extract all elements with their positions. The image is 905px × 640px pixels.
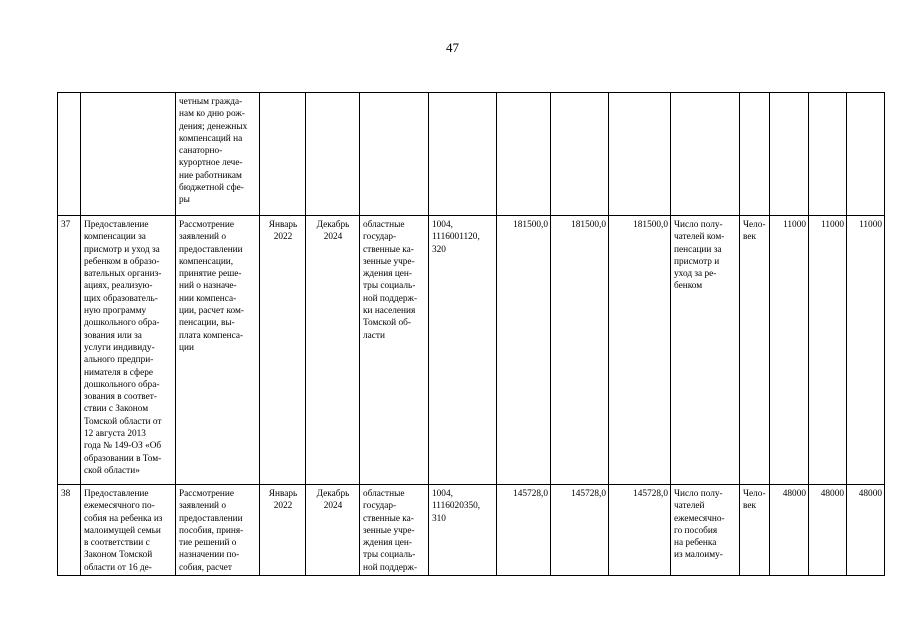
cell-sum-year-2: 145728,0 — [551, 485, 609, 576]
cell-number — [58, 93, 81, 216]
cell-executor — [360, 93, 429, 216]
cell-value-year-2: 11000 — [809, 216, 847, 485]
cell-start-date: Январь 2022 — [260, 485, 306, 576]
cell-executor: областные государ- ственные ка- зенные учре- ждения цен- тры социаль- ной поддерж- ки населения Томской об- ласти — [360, 216, 429, 485]
cell-indicator: Число полу- чателей ежемесячно- го пособия на ребенка из малоиму- — [671, 485, 740, 576]
cell-start-date — [260, 93, 306, 216]
table-row-continuation — [58, 93, 885, 216]
table-row — [58, 216, 885, 485]
cell-indicator: Число полу- чателей ком- пенсации за присмотр и уход за ре- бенком — [671, 216, 740, 485]
cell-value-year-1: 48000 — [770, 485, 809, 576]
cell-unit: Чело- век — [740, 485, 770, 576]
cell-end-date — [306, 93, 360, 216]
program-measures-table — [57, 92, 885, 576]
cell-number: 37 — [58, 216, 81, 485]
cell-sum-year-1: 181500,0 — [497, 216, 551, 485]
page-number: 47 — [446, 40, 459, 55]
cell-sum-year-3 — [609, 93, 671, 216]
cell-value-year-2: 48000 — [809, 485, 847, 576]
cell-end-date: Декабрь 2024 — [306, 216, 360, 485]
cell-sum-year-3: 181500,0 — [609, 216, 671, 485]
cell-budget-code — [429, 93, 497, 216]
cell-measure-content: четным гражда- нам ко дню рож- дения; денежных компенсаций на санаторно- курортное лече- ние работникам бюджетной сфе- ры — [176, 93, 260, 216]
cell-budget-code: 1004, 1116001120, 320 — [429, 216, 497, 485]
cell-value-year-2 — [809, 93, 847, 216]
cell-number: 38 — [58, 485, 81, 576]
cell-budget-code: 1004, 1116020350, 310 — [429, 485, 497, 576]
cell-start-date: Январь 2022 — [260, 216, 306, 485]
cell-unit — [740, 93, 770, 216]
cell-sum-year-1: 145728,0 — [497, 485, 551, 576]
cell-measure-name — [81, 93, 176, 216]
cell-measure-content: Рассмотрение заявлений о предоставлении компенсации, принятие реше- ний о назначе- нии компенса- ции, расчет ком- пенсации, вы- плата компенса- ции — [176, 216, 260, 485]
cell-measure-name: Предоставление ежемесячного по- собия на ребенка из малоимущей семьи в соответствии с Законом Томской области от 16 де- — [81, 485, 176, 576]
cell-indicator — [671, 93, 740, 216]
cell-unit: Чело- век — [740, 216, 770, 485]
cell-measure-content: Рассмотрение заявлений о предоставлении пособия, приня- тие решений о назначении по- собия, расчет — [176, 485, 260, 576]
cell-measure-name: Предоставление компенсации за присмотр и уход за ребенком в образо- вательных организ- ациях, реализую- щих образователь- ную программу дошкольного обра- зования или за услуги индивиду- ального предпри- нимателя в сфере дошкольного обра- зования в соответ- ствии с Законом Томской области от 12 августа 2013 года № 149-ОЗ «Об образовании в Том- ской области» — [81, 216, 176, 485]
cell-end-date: Декабрь 2024 — [306, 485, 360, 576]
cell-sum-year-2 — [551, 93, 609, 216]
cell-value-year-1 — [770, 93, 809, 216]
cell-value-year-3: 11000 — [847, 216, 885, 485]
cell-sum-year-1 — [497, 93, 551, 216]
cell-executor: областные государ- ственные ка- зенные учре- ждения цен- тры социаль- ной поддерж- — [360, 485, 429, 576]
cell-sum-year-2: 181500,0 — [551, 216, 609, 485]
cell-sum-year-3: 145728,0 — [609, 485, 671, 576]
cell-value-year-3 — [847, 93, 885, 216]
cell-value-year-1: 11000 — [770, 216, 809, 485]
cell-value-year-3: 48000 — [847, 485, 885, 576]
table-row — [58, 485, 885, 576]
